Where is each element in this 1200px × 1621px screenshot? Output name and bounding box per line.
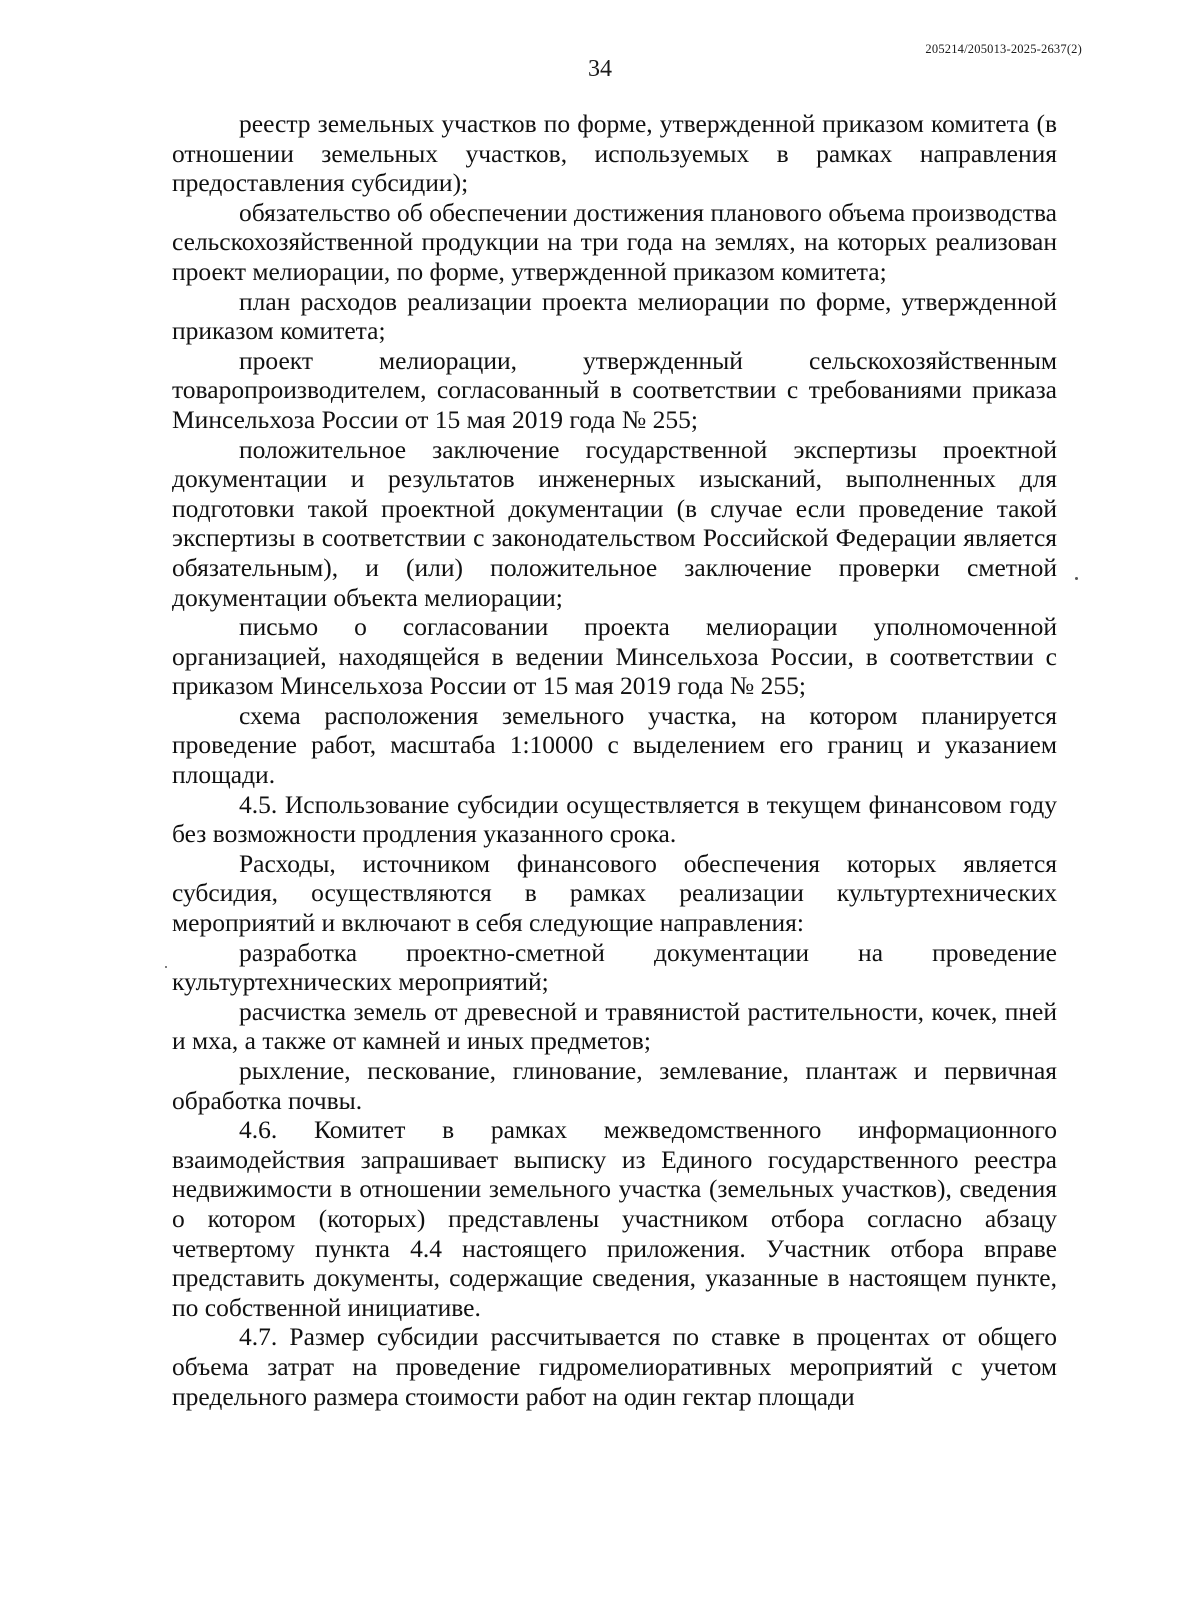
document-body: [172, 109, 1057, 1411]
page-number: 34: [588, 56, 612, 82]
paragraph-production-obligation: обязательство об обеспечении достижения планового объема производства сельскохозяйственной продукции на три года на землях, на которых реализован проект мелиорации, по форме, утвержденной приказом комитета;: [172, 197, 1057, 286]
paragraph-4-5: 4.5. Использование субсидии осуществляется в текущем финансовом году без возможности продления указанного срока.: [172, 789, 1057, 849]
paragraph-land-clearing: расчистка земель от древесной и травянистой растительности, кочек, пней и мха, а также от камней и иных предметов;: [172, 996, 1057, 1056]
scan-speck: [1075, 577, 1078, 580]
paragraph-design-documentation: разработка проектно-сметной документации на проведение культуртехнических мероприятий;: [172, 937, 1057, 997]
paragraph-soil-treatment: рыхление, пескование, глинование, землевание, плантаж и первичная обработка почвы.: [172, 1056, 1057, 1115]
paragraph-4-6: 4.6. Комитет в рамках межведомственного информационного взаимодействия запрашивает выписку из Единого государственного реестра недвижимости в отношении земельного участка (земельных участков), сведения о котором (которых) представлены участником отбора согласно абзацу четвертому пункта 4.4 настоящего приложения. Участник отбора вправе представить документы, содержащие сведения, указанные в настоящем пункте, по собственной инициативе.: [172, 1115, 1057, 1322]
scan-speck: [165, 966, 167, 968]
paragraph-melioration-project: проект мелиорации, утвержденный сельскохозяйственным товаропроизводителем, согласованный в соответствии с требованиями приказа Минсельхоза России от 15 мая 2019 года № 255;: [172, 345, 1057, 434]
document-registration-number: 205214/205013-2025-2637(2): [925, 42, 1082, 56]
paragraph-land-registry: реестр земельных участков по форме, утвержденной приказом комитета (в отношении земельных участков, используемых в рамках направления предоставления субсидии);: [172, 109, 1057, 198]
paragraph-land-plot-scheme: схема расположения земельного участка, на котором планируется проведение работ, масштаба 1:10000 с выделением его границ и указанием площади.: [172, 700, 1057, 790]
paragraph-expenses-directions: Расходы, источником финансового обеспечения которых является субсидия, осуществляются в рамках реализации культуртехнических мероприятий и включают в себя следующие направления:: [172, 848, 1057, 938]
paragraph-expense-plan: план расходов реализации проекта мелиорации по форме, утвержденной приказом комитета;: [172, 286, 1057, 346]
paragraph-approval-letter: письмо о согласовании проекта мелиорации уполномоченной организацией, находящейся в ведении Минсельхоза России, в соответствии с приказом Минсельхоза России от 15 мая 2019 года № 255;: [172, 612, 1057, 701]
paragraph-4-7: 4.7. Размер субсидии рассчитывается по ставке в процентах от общего объема затрат на проведение гидромелиоративных мероприятий с учетом предельного размера стоимости работ на один гектар площади: [172, 1322, 1057, 1411]
paragraph-expertise-conclusion: положительное заключение государственной экспертизы проектной документации и результатов инженерных изысканий, выполненных для подготовки такой проектной документации (в случае если проведение такой экспертизы в соответствии с законодательством Российской Федерации является обязательным), и (или) положительное заключение проверки сметной документации объекта мелиорации;: [172, 434, 1057, 612]
